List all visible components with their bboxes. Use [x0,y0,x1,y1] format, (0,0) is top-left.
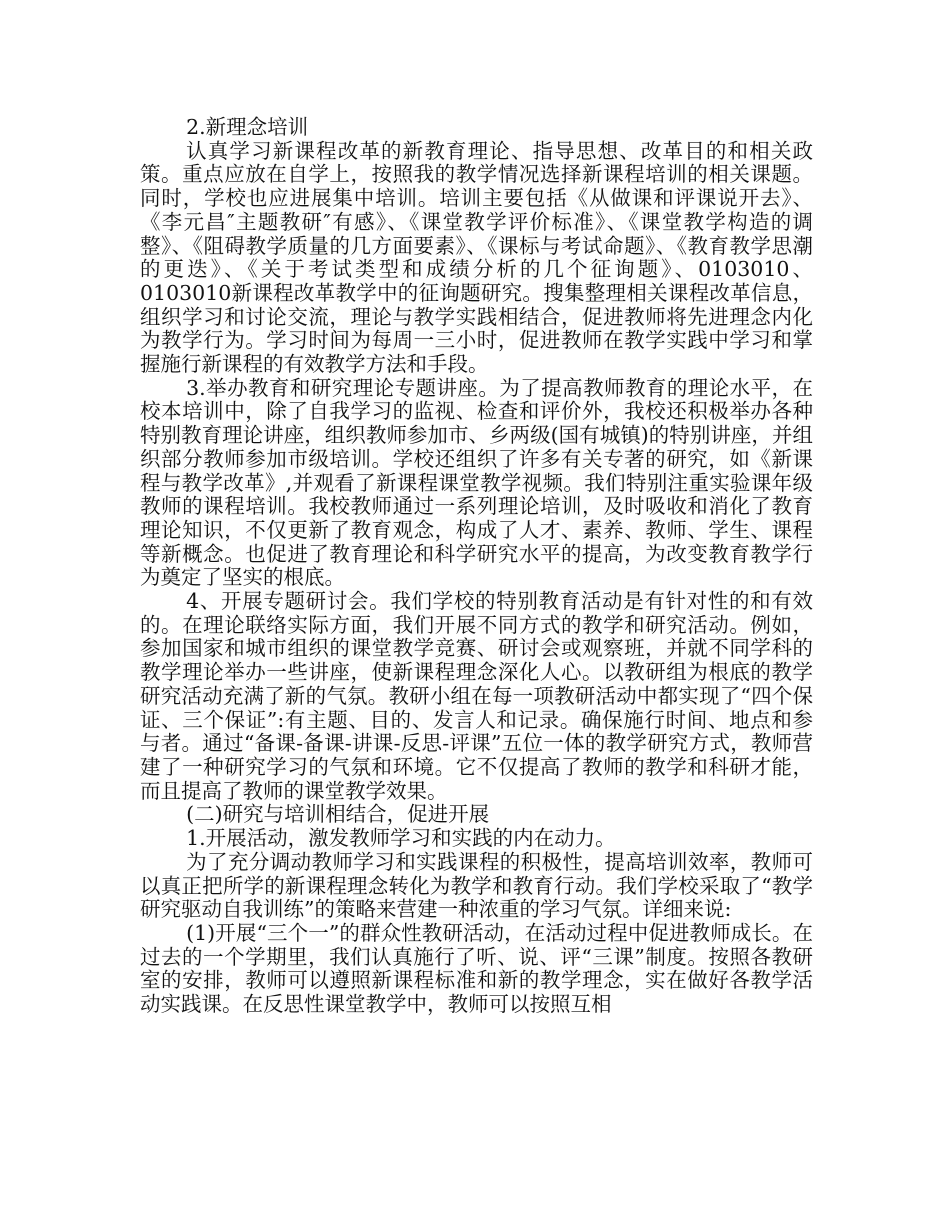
paragraph-seminars: 4、开展专题研讨会。我们学校的特别教育活动是有针对性的和有效的。在理论联络实际方面，我们开展不同方式的教学和研究活动。例如，参加国家和城市组织的课堂教学竞赛、研讨会或观察班，并就不同学科的教学理论举办一些讲座，使新课程理念深化人心。以教研组为根底的教学研究活动充满了新的气氛。教研小组在每一项教研活动中都实现了“四个保证、三个保证”:有主题、目的、发言人和记录。确保施行时间、地点和参与者。通过“备课-备课-讲课-反思-评课”五位一体的教学研究方式，教师营建了一种研究学习的气氛和环境。它不仅提高了教师的教学和科研才能，而且提高了教师的课堂教学效果。 [140,589,813,803]
paragraph-study-new-curriculum: 认真学习新课程改革的新教育理论、指导思想、改革目的和相关政策。重点应放在自学上，按照我的教学情况选择新课程培训的相关课题。同时，学校也应进展集中培训。培训主要包括《从做课和评课说开去》、《李元昌″主题教研″有感》、《课堂教学评价标准》、《课堂教学构造的调整》、《阻碍教学质量的几方面要素》、《课标与考试命题》、《教育教学思潮的更迭》、《关于考试类型和成绩分析的几个征询题》、0103010、0103010新课程改革教学中的征询题研究。搜集整理相关课程改革信息，组织学习和讨论交流，理论与教学实践相结合，促进教师将先进理念内化为教学行为。学习时间为每周一三小时，促进教师在教学实践中学习和掌握施行新课程的有效教学方法和手段。 [140,138,813,377]
document-body [140,116,813,1017]
paragraph-lectures: 3.举办教育和研究理论专题讲座。为了提高教师教育的理论水平，在校本培训中，除了自我学习的监视、检查和评价外，我校还积极举办各种特别教育理论讲座，组织教师参加市、乡两级(国有城镇)的特别讲座，并组织部分教师参加市级培训。学校还组织了许多有关专著的研究，如《新课程与教学改革》,并观看了新课程课堂教学视频。我们特别注重实验课年级教师的课程培训。我校教师通过一系列理论培训，及时吸收和消化了教育理论知识，不仅更新了教育观念，构成了人才、素养、教师、学生、课程等新概念。也促进了教育理论和科学研究水平的提高，为改变教育教学行为奠定了坚实的根底。 [140,375,813,590]
section-heading-research-and-training: (二)研究与培训相结合，促进开展 [186,802,490,827]
paragraph-strategy: 为了充分调动教师学习和实践课程的积极性，提高培训效率，教师可以真正把所学的新课程理念转化为教学和教育行动。我们学校采取了“教学研究驱动自我训练”的策略来营建一种浓重的学习气氛。详细来说: [140,849,813,922]
subheading-activities: 1.开展活动，激发教师学习和实践的内在动力。 [186,826,616,851]
paragraph-three-ones: (1)开展“三个一”的群众性教研活动，在活动过程中促进教师成长。在过去的一个学期里，我们认真施行了听、说、评“三课”制度。按照各教研室的安排，教师可以遵照新课程标准和新的教学理念，实在做好各教学活动实践课。在反思性课堂教学中，教师可以按照互相 [140,920,813,1017]
section-heading-new-concept-training: 2.新理念培训 [186,115,309,139]
